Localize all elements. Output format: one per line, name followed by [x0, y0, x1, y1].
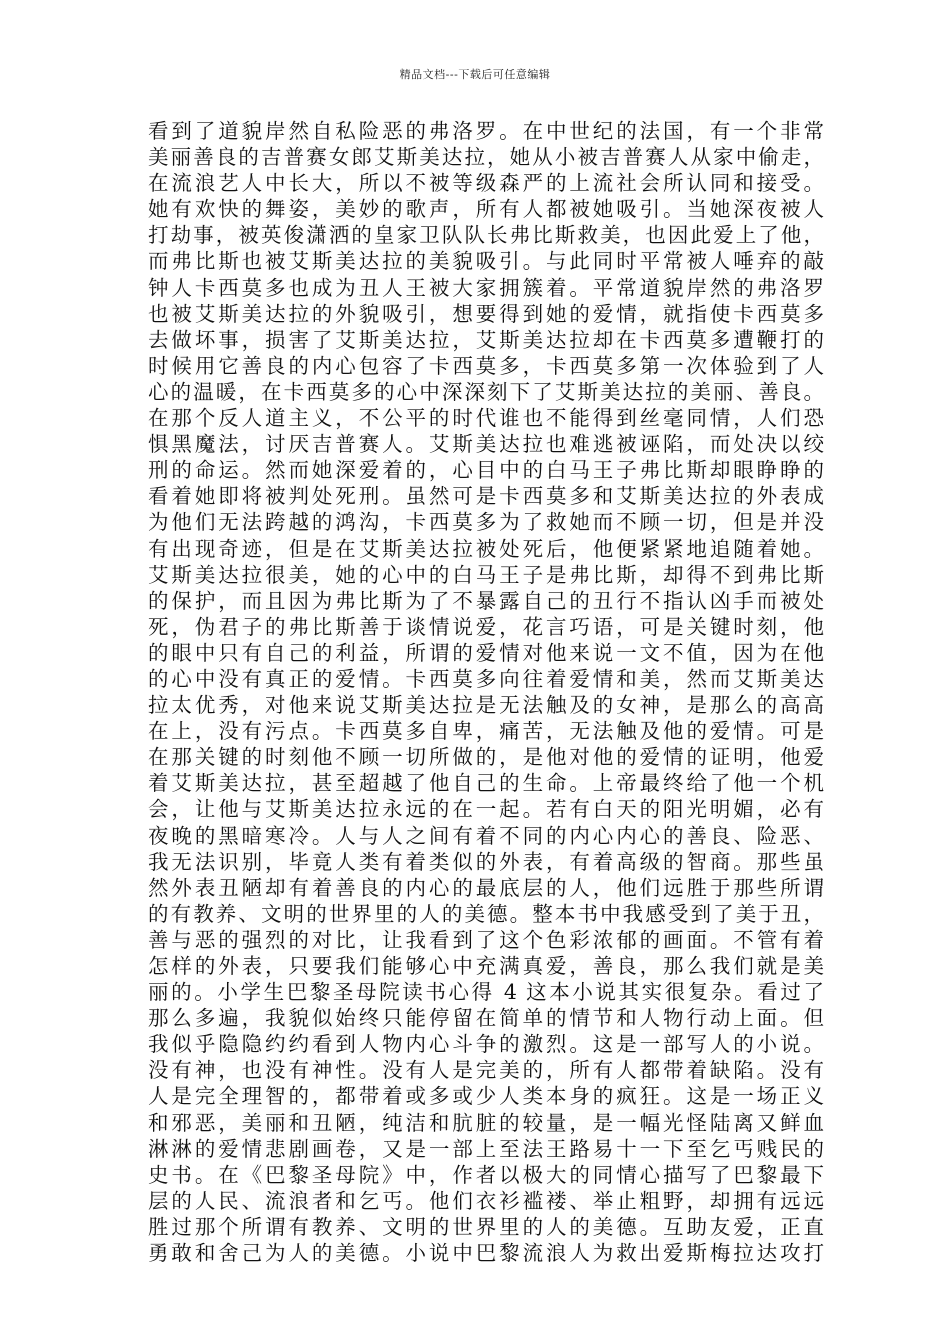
text-line: 丽的。小学生巴黎圣母院读书心得 4 这本小说其实很复杂。看过了	[148, 980, 824, 1005]
text-line: 着艾斯美达拉，甚至超越了他自己的生命。上帝最终给了他一个机	[148, 771, 824, 796]
text-line: 然外表丑陋却有着善良的内心的最底层的人，他们远胜于那些所谓	[148, 875, 824, 900]
text-line: 她有欢快的舞姿，美妙的歌声，所有人都被她吸引。当她深夜被人	[148, 197, 824, 222]
text-line: 有出现奇迹，但是在艾斯美达拉被处死后，他便紧紧地追随着她。	[148, 536, 824, 561]
text-line: 在那关键的时刻他不顾一切所做的，是他对他的爱情的证明，他爱	[148, 745, 824, 770]
text-line: 钟人卡西莫多也成为丑人王被大家拥簇着。平常道貌岸然的弗洛罗	[148, 275, 824, 300]
text-line: 的有教养、文明的世界里的人的美德。整本书中我感受到了美于丑，	[148, 901, 824, 926]
text-line: 惧黑魔法，讨厌吉普赛人。艾斯美达拉也难逃被诬陷，而处决以绞	[148, 432, 824, 457]
text-line: 美丽善良的吉普赛女郎艾斯美达拉，她从小被吉普赛人从家中偷走，	[148, 145, 824, 170]
text-line: 在流浪艺人中长大，所以不被等级森严的上流社会所认同和接受。	[148, 171, 824, 196]
page-header: 精品文档---下载后可任意编辑	[399, 68, 551, 81]
document-body	[148, 118, 824, 1266]
text-line: 没有神，也没有神性。没有人是完美的，所有人都带着缺陷。没有	[148, 1058, 824, 1083]
text-line: 淋淋的爱情悲剧画卷，又是一部上至法王路易十一下至乞丐贱民的	[148, 1136, 824, 1161]
text-line: 死，伪君子的弗比斯善于谈情说爱，花言巧语，可是关键时刻，他	[148, 614, 824, 639]
text-line: 刑的命运。然而她深爱着的，心目中的白马王子弗比斯却眼睁睁的	[148, 458, 824, 483]
text-line: 人是完全理智的，都带着或多或少人类本身的疯狂。这是一场正义	[148, 1084, 824, 1109]
text-line: 和邪恶，美丽和丑陋，纯洁和肮脏的较量，是一幅光怪陆离又鲜血	[148, 1110, 824, 1135]
text-line: 看着她即将被判处死刑。虽然可是卡西莫多和艾斯美达拉的外表成	[148, 484, 824, 509]
text-line: 为他们无法跨越的鸿沟，卡西莫多为了救她而不顾一切，但是并没	[148, 510, 824, 535]
text-line: 怎样的外表，只要我们能够心中充满真爱，善良，那么我们就是美	[148, 954, 824, 978]
text-line: 看到了道貌岸然自私险恶的弗洛罗。在中世纪的法国，有一个非常	[148, 119, 824, 143]
text-line: 拉太优秀，对他来说艾斯美达拉是无法触及的女神，是那么的高高	[148, 693, 824, 718]
text-line: 我似乎隐隐约约看到人物内心斗争的激烈。这是一部写人的小说。	[148, 1032, 824, 1057]
text-line: 的心中没有真正的爱情。卡西莫多向往着爱情和美，然而艾斯美达	[148, 666, 824, 691]
text-line: 的保护，而且因为弗比斯为了不暴露自己的丑行不指认凶手而被处	[148, 588, 824, 613]
text-line: 去做坏事，损害了艾斯美达拉，艾斯美达拉却在卡西莫多遭鞭打的	[148, 327, 824, 352]
text-line: 胜过那个所谓有教养、文明的世界里的人的美德。互助友爱，正直	[148, 1214, 824, 1239]
text-line: 层的人民、流浪者和乞丐。他们衣衫褴褛、举止粗野，却拥有远远	[148, 1188, 824, 1213]
text-line: 时候用它善良的内心包容了卡西莫多，卡西莫多第一次体验到了人	[148, 353, 824, 378]
text-line: 打劫事，被英俊潇洒的皇家卫队队长弗比斯救美，也因此爱上了他，	[148, 223, 824, 248]
text-line: 艾斯美达拉很美，她的心中的白马王子是弗比斯，却得不到弗比斯	[148, 562, 824, 587]
text-line: 在上，没有污点。卡西莫多自卑，痛苦，无法触及他的爱情。可是	[148, 719, 824, 744]
text-line: 的眼中只有自己的利益，所谓的爱情对他来说一文不值，因为在他	[148, 640, 824, 665]
text-line: 心的温暖，在卡西莫多的心中深深刻下了艾斯美达拉的美丽、善良。	[148, 379, 824, 404]
text-line: 夜晚的黑暗寒冷。人与人之间有着不同的内心内心的善良、险恶、	[148, 823, 824, 848]
text-line: 而弗比斯也被艾斯美达拉的美貌吸引。与此同时平常被人唾弃的敲	[148, 249, 824, 274]
text-line: 史书。在《巴黎圣母院》中，作者以极大的同情心描写了巴黎最下	[148, 1162, 824, 1187]
text-line: 会，让他与艾斯美达拉永远的在一起。若有白天的阳光明媚，必有	[148, 797, 824, 822]
text-line: 也被艾斯美达拉的外貌吸引，想要得到她的爱情，就指使卡西莫多	[148, 301, 824, 326]
text-line: 那么多遍，我貌似始终只能停留在简单的情节和人物行动上面。但	[148, 1006, 824, 1031]
text-line: 勇敢和舍己为人的美德。小说中巴黎流浪人为救出爱斯梅拉达攻打	[148, 1241, 824, 1266]
text-line: 我无法识别，毕竟人类有着类似的外表，有着高级的智商。那些虽	[148, 849, 824, 874]
text-line: 善与恶的强烈的对比，让我看到了这个色彩浓郁的画面。不管有着	[148, 927, 824, 952]
text-line: 在那个反人道主义，不公平的时代谁也不能得到丝毫同情，人们恐	[148, 406, 824, 431]
